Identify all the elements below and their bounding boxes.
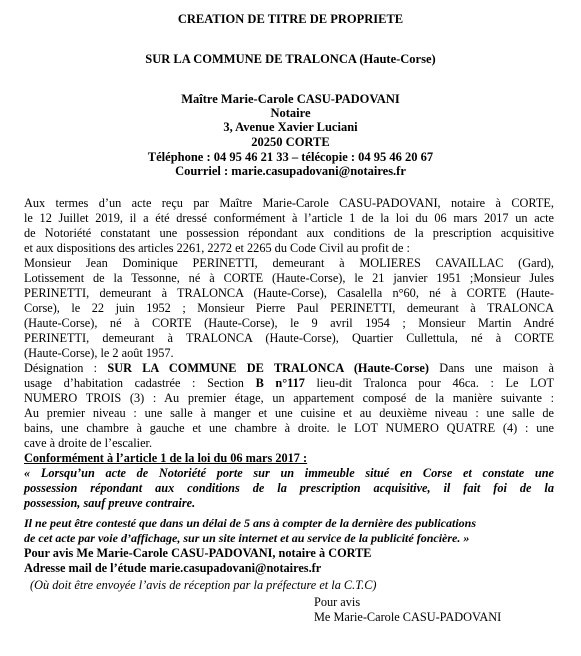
designation-text: usage d’habitation cadastrée : Section [24,376,256,390]
paragraph-line: et aux dispositions des articles 2261, 2272 et 2265 du Code Civil au profit de : [24,241,410,255]
paragraph-line: Monsieur Jean Dominique PERINETTI, demeurant à MOLIERES CAVAILLAC (Gard), [24,256,554,270]
designation-text: Dans une maison à [428,361,554,375]
paragraph-line: Corse), le 22 juin 1952 ; Monsieur Pierre Paul PERINETTI, demeurant à TRALONCA [24,301,554,315]
receipt-note: (Où doit être envoyée l’avis de réception par la préfecture et la C.T.C) [30,578,377,592]
quote-line: possession, sauf preuve contraire. [24,496,196,510]
notary-email: Courriel : marie.casupadovani@notaires.fr [175,164,406,178]
notary-address: 3, Avenue Xavier Luciani [223,120,358,134]
quote-line: Il ne peut être contesté que dans un délai de 5 ans à compter de la dernière des publications [24,516,476,530]
notary-role: Notaire [270,106,311,120]
document-subtitle: SUR LA COMMUNE DE TRALONCA (Haute-Corse) [145,52,436,66]
paragraph-line: (Haute-Corse), né à CORTE (Haute-Corse), le 9 avril 1954 ; Monsieur Martin André [24,316,554,330]
paragraph-line: PERINETTI, demeurant à TRALONCA (Haute-Corse), Casalella n°60, né à CORTE (Haute- [24,286,554,300]
quote-line: « Lorsqu’un acte de Notoriété porte sur un immeuble situé en Corse et constate une [24,466,554,480]
notary-phone: Téléphone : 04 95 46 21 33 – télécopie : 04 95 46 20 67 [147,150,434,164]
notary-city: 20250 CORTE [251,135,330,149]
designation-text: lieu-dit Tralonca pour 46ca. : Le LOT [304,376,554,390]
paragraph-line: (Haute-Corse), le 2 août 1957. [24,346,174,360]
paragraph-line: Aux termes d’un acte reçu par Maître Marie-Carole CASU-PADOVANI, notaire à CORTE, [24,196,554,210]
designation-line: bains, une chambre à gauche et une chambre à droite. le LOT NUMERO QUATRE (4) : une [24,421,554,435]
law-heading: Conformément à l’article 1 de la loi du 06 mars 2017 : [24,451,308,465]
designation-label: Désignation : [24,361,108,375]
cadastral-reference: B n°117 [255,376,305,390]
paragraph-line: le 12 Juillet 2019, il a été dressé conformément à l’article 1 de la loi du 06 mars 2017 un acte [24,211,554,225]
paragraph-line: PERINETTI, demeurant à TRALONCA (Haute-Corse), Quartier Cullettula, né à CORTE [24,331,554,345]
designation-commune: SUR LA COMMUNE DE TRALONCA (Haute-Corse) [107,361,429,375]
document-title: CREATION DE TITRE DE PROPRIETE [177,12,404,26]
quote-line: possession répondant aux conditions de la prescription acquisitive, il fait foi de la [24,481,554,495]
designation-line [24,361,554,376]
designation-line: NUMERO TROIS (3) : Au premier étage, un appartement composé de la manière suivante : [24,391,554,405]
office-email-line: Adresse mail de l’étude marie.casupadovani@notaires.fr [24,561,322,575]
designation-line: Au premier niveau : une salle à manger et une cuisine et au deuxième niveau : une salle de [24,406,554,420]
paragraph-line: de Notoriété constatant une possession répondant aux conditions de la prescription acquisitive [24,226,554,240]
notice-line: Pour avis Me Marie-Carole CASU-PADOVANI, notaire à CORTE [24,546,372,560]
designation-line: cave à droite de l’escalier. [24,436,153,450]
signature-name: Me Marie-Carole CASU-PADOVANI [314,610,502,624]
notary-name: Maître Marie-Carole CASU-PADOVANI [181,92,400,106]
quote-line: de cet acte par voie d’affichage, sur un site internet et au service de la publicité foncière. » [24,531,470,545]
signature-for-notice: Pour avis [314,595,361,609]
paragraph-line: Lotissement de la Tessonne, né à CORTE (Haute-Corse), le 21 janvier 1951 ;Monsieur Jules [24,271,554,285]
designation-line [24,376,554,391]
